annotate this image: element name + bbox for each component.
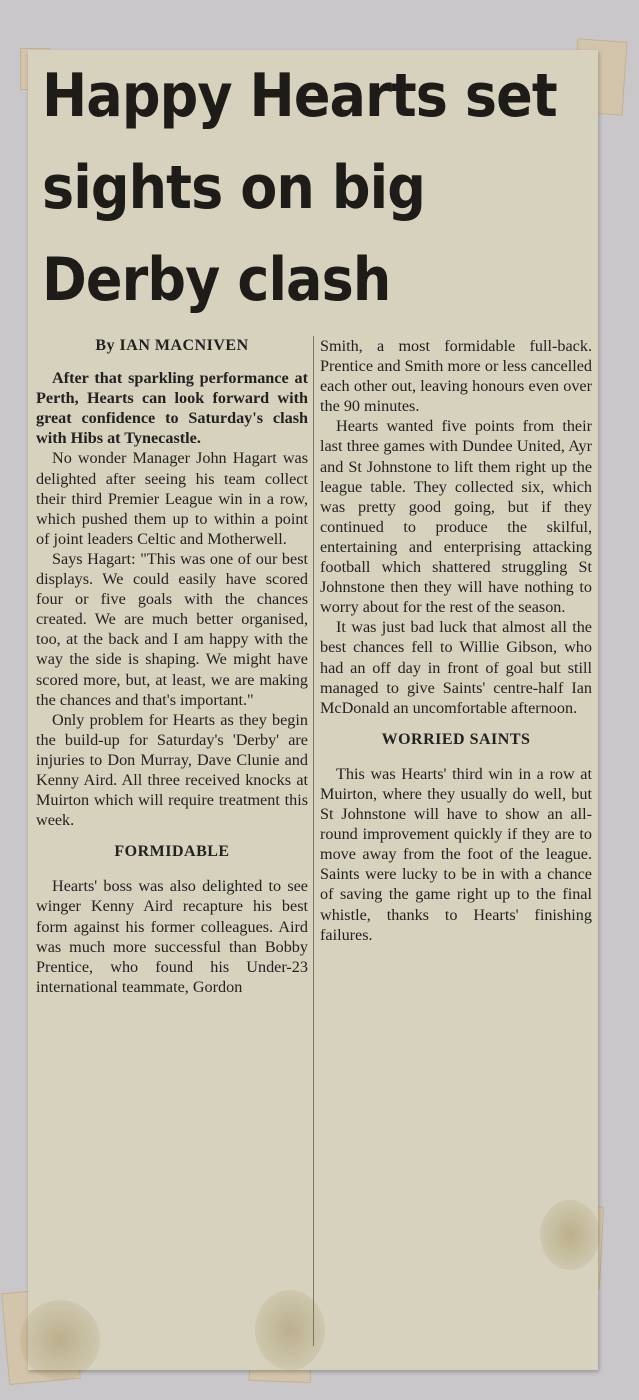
- paragraph: Hearts' boss was also delighted to see winger Kenny Aird recapture his best form against his former colleagues. Aird was much more successful than Bobby Prentice, who found his Under-23 international teammate, Gordon: [36, 877, 308, 996]
- glue-stain: [20, 1300, 100, 1380]
- subhead-formidable: FORMIDABLE: [114, 843, 230, 861]
- paragraph: No wonder Manager John Hagart was delighted after seeing his team collect their third Premier League win in a row, which pushed them up to within a point of joint leaders Celtic and Motherwell.: [36, 449, 308, 548]
- subhead-worried-saints: WORRIED SAINTS: [381, 730, 531, 748]
- right-column: [320, 336, 592, 945]
- paragraph: Only problem for Hearts as they begin the build-up for Saturday's 'Derby' are injuries to Don Murray, Dave Clunie and Kenny Aird. All three received knocks at Muirton which will require treatment this week.: [36, 710, 308, 830]
- headline-line-1: Happy Hearts set: [42, 61, 557, 131]
- glue-stain: [255, 1290, 325, 1370]
- newspaper-clipping: [28, 50, 598, 1370]
- paragraph: This was Hearts' third win in a row at Muirton, where they usually do well, but St Johnstone will have to show an all-round improvement quickly if they are to move away from the foot of the league. Saints were lucky to be in with a chance of saving the game right up to the final whistle, thanks to Hearts' finishing failures.: [320, 764, 592, 944]
- paragraph: Hearts wanted five points from their last three games with Dundee United, Ayr and St Johnstone to lift them right up the league table. They collected six, which was pretty good going, but if they continued to produce the skilful, entertaining and enterprising attacking football which shattered struggling St Johnstone then they will have nothing to worry about for the rest of the season.: [320, 417, 592, 617]
- glue-stain: [540, 1200, 600, 1270]
- headline-line-3: Derby clash: [42, 245, 391, 315]
- column-divider: [313, 336, 314, 1346]
- left-column: [36, 336, 308, 997]
- headline-line-2: sights on big: [42, 153, 425, 223]
- headline: [42, 50, 596, 326]
- byline: By IAN MACNIVEN: [95, 337, 249, 354]
- lead-paragraph: After that sparkling performance at Perth, Hearts can look forward with great confidence to Saturday's clash with Hibs at Tynecastle.: [36, 369, 308, 448]
- paragraph: Says Hagart: "This was one of our best displays. We could easily have scored four or five goals with the chances created. We are much better organised, too, at the back and I am happy with the way the side is shaping. We might have scored more, but, at least, we are making the chances and that's important.": [36, 549, 308, 709]
- paragraph: It was just bad luck that almost all the best chances fell to Willie Gibson, who had an off day in front of goal but still managed to give Saints' centre-half Ian McDonald an uncomfortable afternoon.: [320, 618, 592, 717]
- paragraph: Smith, a most formidable full-back. Prentice and Smith more or less cancelled each other out, leaving honours even over the 90 minutes.: [320, 337, 592, 416]
